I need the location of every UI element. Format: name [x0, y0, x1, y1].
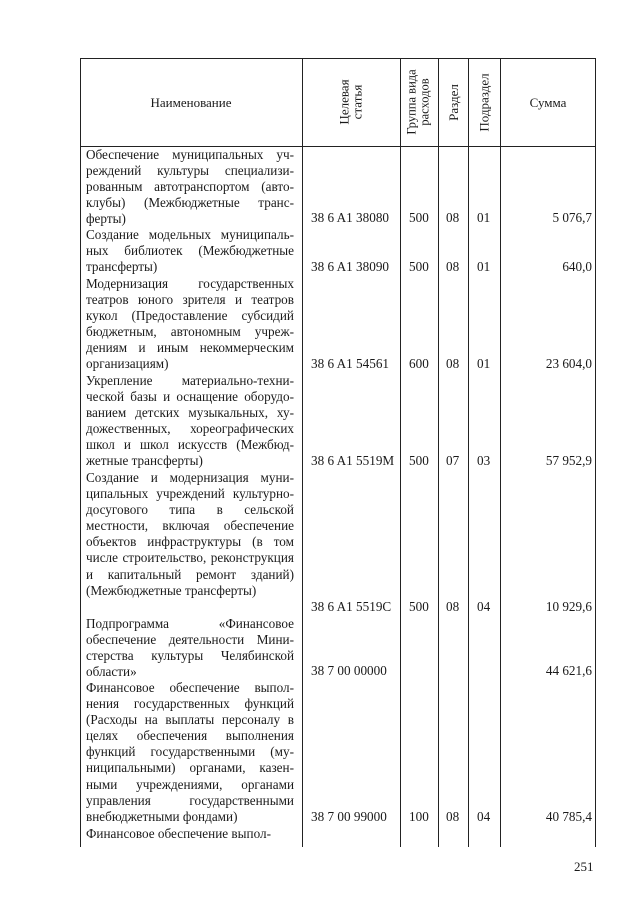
row-code: 38 7 00 99000 — [311, 809, 387, 824]
header-section-label: Раздел — [445, 83, 461, 121]
header-subsection — [468, 58, 500, 146]
row-group: 500 — [409, 453, 429, 468]
row-sum: 40 785,4 — [545, 809, 592, 824]
row-code: 38 6 A1 38090 — [311, 259, 390, 274]
header-group-line1: Группа вида — [405, 69, 420, 135]
row-sum: 57 952,9 — [545, 453, 592, 468]
row-code: 38 6 A1 5519M — [311, 453, 395, 468]
header-name-label: Наименование — [150, 94, 232, 110]
header-sum — [500, 58, 596, 146]
row-section: 08 — [446, 259, 460, 274]
row-section: 08 — [446, 599, 460, 614]
row-group: 100 — [409, 809, 429, 824]
row-code: 38 6 A1 5519C — [311, 599, 392, 614]
row-section: 07 — [446, 453, 460, 468]
row-subsection: 01 — [477, 210, 491, 225]
column-divider — [438, 58, 439, 847]
row-code: 38 7 00 00000 — [311, 663, 387, 678]
column-divider — [302, 58, 303, 847]
row-name: Укрепление материально-технической базы и оснащение оборудованием детских музыкальных, художественных, хореографических школ и школ искусств (Межбюджетные трансферты) — [86, 373, 294, 469]
row-subsection: 01 — [477, 356, 491, 371]
row-sum: 640,0 — [562, 259, 592, 274]
column-divider — [400, 58, 401, 847]
row-group: 500 — [409, 210, 429, 225]
header-group-label — [406, 69, 432, 134]
row-sum: 44 621,6 — [545, 663, 592, 678]
row-section: 08 — [446, 356, 460, 371]
row-name: Финансовое обеспечение выполнения государственных функций (Расходы на выплаты персоналу в целях обеспечения выполнения функций государственными (муниципальными) органами, казенными учреждениями, органами управления государственными внебюджетными фондами) — [86, 680, 294, 824]
row-section: 08 — [446, 809, 460, 824]
row-group: 600 — [409, 356, 429, 371]
header-group — [400, 58, 438, 146]
row-name: Модернизация государственных театров юного зрителя и театров кукол (Предоставление субсидий бюджетным, автономным учреждениям и иным некоммерческим организациям) — [86, 276, 294, 372]
row-sum: 10 929,6 — [545, 599, 592, 614]
header-target-line2: статья — [349, 84, 365, 120]
row-group: 500 — [409, 259, 429, 274]
row-subsection: 04 — [477, 599, 491, 614]
header-section — [438, 58, 468, 146]
row-name: Финансовое обеспечение выпол- — [86, 826, 271, 841]
header-subsection-label: Подраздел — [476, 72, 492, 132]
row-name: Обеспечение муниципальных учреждений культуры специализированным автотранспортом (автоклубы) (Межбюджетные трансферты) — [86, 147, 294, 227]
header-group-line2: расходов — [418, 78, 433, 126]
header-sum-label: Сумма — [529, 94, 567, 110]
page-number: 251 — [574, 859, 594, 874]
column-divider — [500, 58, 501, 847]
row-name: Создание модельных муниципальных библиотек (Межбюджетные трансферты) — [86, 227, 294, 275]
column-divider — [468, 58, 469, 847]
row-subsection: 03 — [477, 453, 491, 468]
row-sum: 23 604,0 — [545, 356, 592, 371]
row-code: 38 6 A1 54561 — [311, 356, 390, 371]
header-name — [80, 58, 302, 146]
row-section: 08 — [446, 210, 460, 225]
row-name: Подпрограмма «Финансовое обеспечение деятельности Министерства культуры Челябинской области» — [86, 616, 294, 680]
row-sum: 5 076,7 — [552, 210, 592, 225]
row-group: 500 — [409, 599, 429, 614]
row-code: 38 6 A1 38080 — [311, 210, 390, 225]
header-target-line1: Целевая — [336, 79, 352, 125]
header-target — [302, 58, 400, 146]
header-target-label — [338, 79, 364, 124]
row-subsection: 04 — [477, 809, 491, 824]
row-name: Создание и модернизация муниципальных учреждений культурно-досугового типа в сельской местности, включая обеспечение объектов инфраструктуры (в том числе строительство, реконструкция и капитальный ремонт зданий) (Межбюджетные трансферты) — [86, 470, 294, 598]
row-subsection: 01 — [477, 259, 491, 274]
budget-table — [80, 58, 597, 847]
